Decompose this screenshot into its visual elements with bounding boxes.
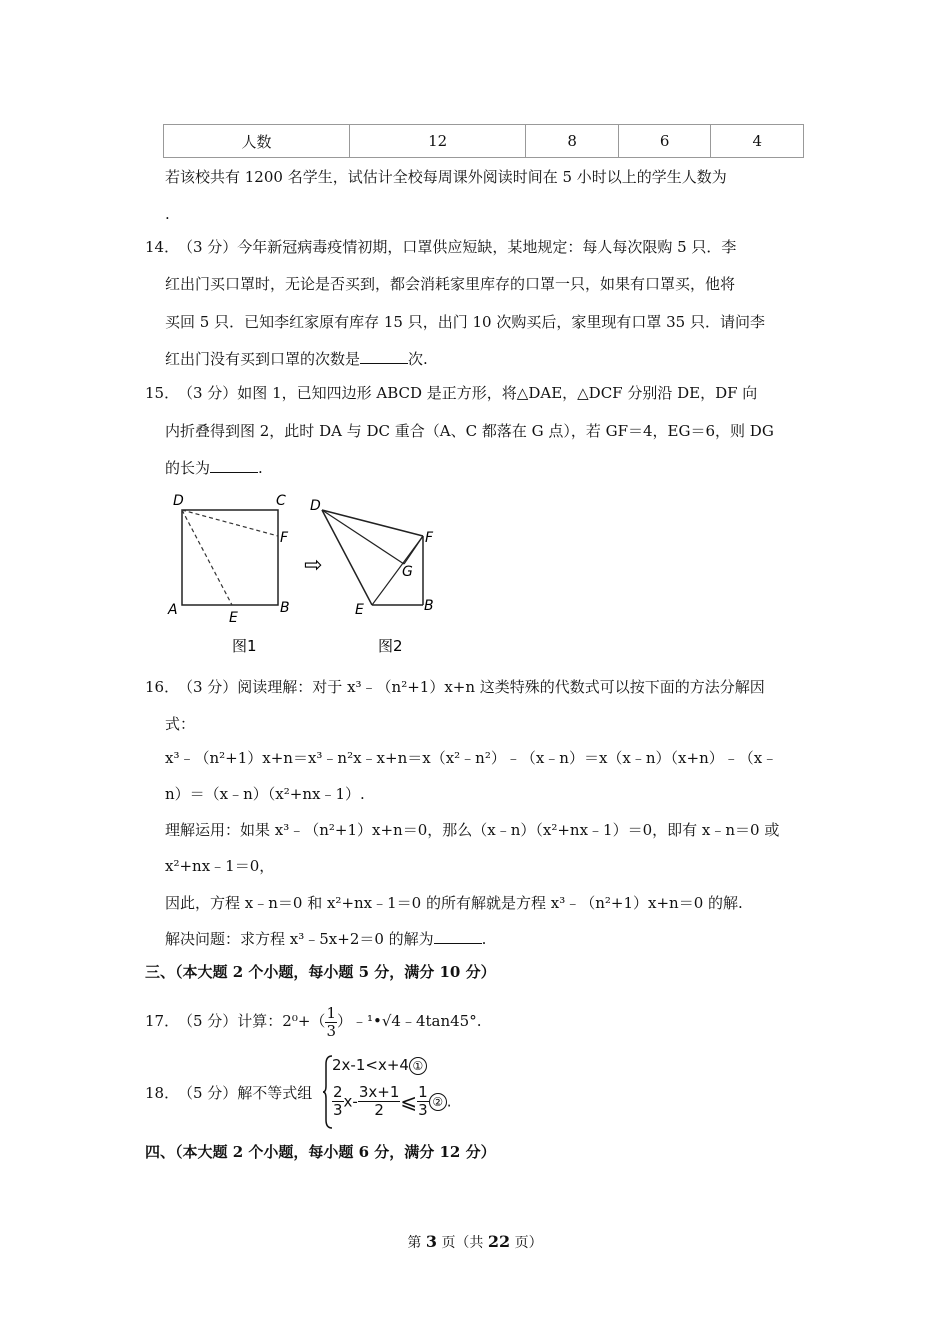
q13-line1: 若该校共有 1200 名学生，试估计全校每周课外阅读时间在 5 小时以上的学生人数为 [165, 168, 727, 186]
total-pages: 22 [487, 1232, 511, 1251]
label-f: F [280, 530, 289, 546]
q14-line4-text: 红出门没有买到口罩的次数是 [165, 350, 361, 368]
fold-line-de [182, 510, 232, 605]
inequality-1: 2x-1<x+4 ① [332, 1056, 427, 1075]
table-cell: 8 [526, 125, 619, 158]
square-abcd [182, 510, 278, 605]
q14-line4 [165, 349, 428, 369]
q14-line1: （3 分）今年新冠病毒疫情初期，口罩供应短缺，某地规定：每人每次限购 5 只．李 [178, 238, 737, 256]
q17-number: 17． [145, 1012, 180, 1030]
answer-blank [434, 929, 482, 944]
label-g: G [402, 564, 413, 580]
q14-line3: 买回 5 只．已知李红家原有库存 15 只，出门 10 次购买后，家里现有口罩 35 只．请问李 [165, 313, 765, 331]
label-f: F [425, 530, 434, 546]
label-c: C [276, 493, 286, 509]
q15-line3-text: 的长为 [165, 459, 211, 477]
q18-prefix: （5 分）解不等式组 [178, 1084, 313, 1102]
table-row [164, 125, 804, 158]
q16-line5: 理解运用：如果 x³﹣（n²+1）x+n＝0，那么（x﹣n）（x²+nx﹣1）＝0，即有 x﹣n＝0 或 [165, 821, 780, 839]
fraction-3x-plus-1-over-2: $\frac{3x+1}{2}$ [358, 1083, 400, 1119]
table-header-cell: 人数 [164, 125, 350, 158]
q16-line6: x²+nx﹣1＝0， [165, 857, 275, 875]
q16-line8-text: 解决问题：求方程 x³﹣5x+2＝0 的解为 [165, 930, 434, 948]
q16-number: 16． [145, 678, 180, 696]
q16-line4: n）＝（x﹣n）（x²+nx﹣1）. [165, 785, 365, 803]
label-e: E [229, 610, 238, 626]
q15-line3 [165, 458, 263, 478]
q17-expression [178, 1001, 481, 1041]
table-cell: 12 [350, 125, 526, 158]
figure-1 [167, 493, 290, 655]
figure-2 [310, 498, 434, 655]
fold-line-df [182, 510, 278, 536]
fraction-two-thirds: $\frac{2}{3}$ [333, 1083, 343, 1119]
q16-line1: （3 分）阅读理解：对于 x³﹣（n²+1）x+n 这类特殊的代数式可以按下面的方法分解因 [178, 678, 765, 696]
label-d: D [173, 493, 184, 509]
figure-1-caption: 图1 [232, 637, 257, 655]
label-a: A [168, 602, 178, 618]
q15-line2: 内折叠得到图 2，此时 DA 与 DC 重合（A、C 都落在 G 点），若 GF＝4，EG＝6，则 DG [165, 422, 774, 440]
label-d: D [310, 498, 321, 514]
q13-line2: . [165, 205, 170, 223]
inequality-2: $\frac{2}{3}$ x- $\frac{3x+1}{2}$ ⩽ $\frac{1}{3}$ ② . [333, 1083, 452, 1119]
q16-line8 [165, 929, 486, 949]
q16-line7: 因此，方程 x﹣n＝0 和 x²+nx﹣1＝0 的所有解就是方程 x³﹣（n²+1）x+n＝0 的解. [165, 894, 743, 912]
section-4-heading: 四、（本大题 2 个小题，每小题 6 分，满分 12 分） [145, 1143, 496, 1161]
section-3-heading: 三、（本大题 2 个小题，每小题 5 分，满分 10 分） [145, 963, 496, 981]
q15-line1: （3 分）如图 1，已知四边形 ABCD 是正方形，将△DAE，△DCF 分别沿 DE，DF 向 [178, 384, 758, 402]
q14-line4-end: 次. [408, 350, 428, 368]
figure-2-caption: 图2 [378, 637, 403, 655]
answer-blank [360, 349, 408, 364]
geometry-figure [160, 488, 450, 660]
q16-line8-end: . [481, 930, 487, 948]
fraction-one-third: $\frac{1}{3}$ [326, 1003, 336, 1040]
circle-two-mark: ② [429, 1093, 447, 1111]
q17-prefix: （5 分）计算：2⁰+（ [178, 1012, 326, 1030]
current-page-number: 3 [425, 1232, 437, 1251]
q16-line2: 式： [165, 715, 196, 733]
label-e: E [355, 602, 364, 618]
table-cell: 4 [711, 125, 804, 158]
frequency-table [163, 124, 804, 158]
table-cell: 6 [618, 125, 711, 158]
q16-line3: x³﹣（n²+1）x+n＝x³﹣n²x﹣x+n＝x（x²﹣n²）﹣（x﹣n）＝x（x﹣n）（x+n）﹣（x﹣ [165, 749, 778, 767]
q14-number: 14． [145, 238, 180, 256]
q17-suffix: ）﹣¹•√4﹣4tan45°. [336, 1012, 482, 1030]
q15-line3-end: . [258, 459, 263, 477]
arrow-icon: ⇨ [304, 553, 323, 578]
label-b: B [280, 600, 290, 616]
fraction-one-third: $\frac{1}{3}$ [418, 1083, 428, 1119]
answer-blank [210, 458, 258, 473]
q18-number: 18． [145, 1084, 180, 1102]
label-b: B [424, 598, 434, 614]
circle-one-mark: ① [409, 1057, 427, 1075]
q14-line2: 红出门买口罩时，无论是否买到，都会消耗家里库存的口罩一只，如果有口罩买，他将 [165, 275, 736, 293]
q15-number: 15． [145, 384, 180, 402]
page-footer: 第 3 页（共 22 页） [407, 1232, 543, 1251]
